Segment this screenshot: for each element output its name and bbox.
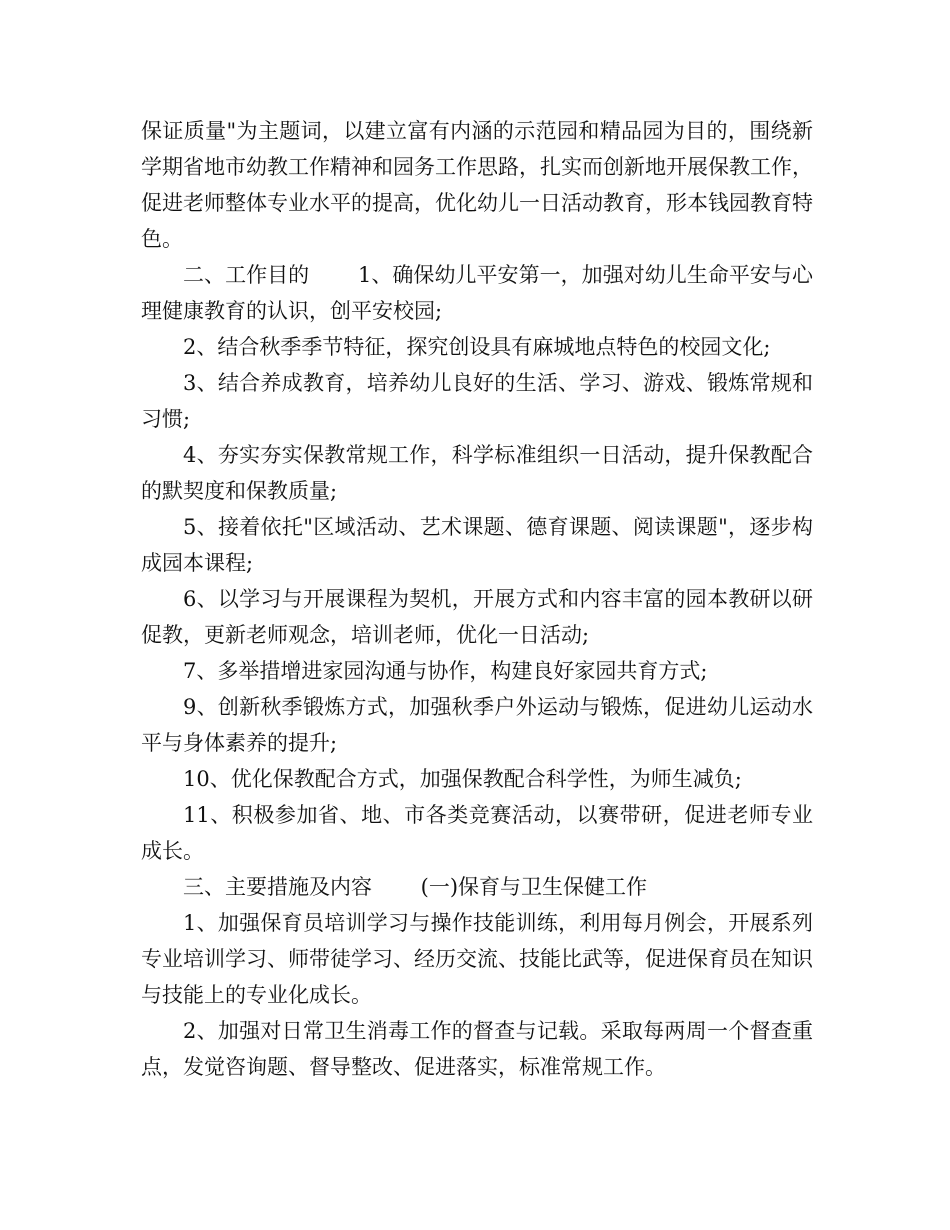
section-heading-measures: 三、主要措施及内容 (一)保育与卫生保健工作	[183, 875, 648, 899]
paragraph-5: 4、夯实夯实保教常规工作，科学标准组织一日活动，提升保教配合的默契度和保教质量;	[141, 443, 813, 503]
paragraph-10: 10、优化保教配合方式，加强保教配合科学性，为师生减负;	[183, 767, 742, 791]
paragraph-3: 2、结合秋季季节特征，探究创设具有麻城地点特色的校园文化;	[183, 335, 771, 359]
paragraph-9: 9、创新秋季锻炼方式，加强秋季户外运动与锻炼，促进幼儿运动水平与身体素养的提升;	[141, 695, 813, 755]
paragraph-1: 保证质量"为主题词，以建立富有内涵的示范园和精品园为目的，围绕新学期省地市幼教工作精神和园务工作思路，扎实而创新地开展保教工作，促进老师整体专业水平的提高，优化幼儿一日活动教育，形本钱园教育特色。	[141, 119, 813, 251]
document-body	[141, 113, 813, 1085]
paragraph-7: 6、以学习与开展课程为契机，开展方式和内容丰富的园本教研以研促教，更新老师观念，培训老师，优化一日活动;	[141, 587, 813, 647]
paragraph-2: 二、工作目的 1、确保幼儿平安第一，加强对幼儿生命平安与心理健康教育的认识，创平安校园;	[141, 263, 813, 323]
paragraph-8: 7、多举措增进家园沟通与协作，构建良好家园共育方式;	[183, 659, 708, 683]
paragraph-11: 11、积极参加省、地、市各类竞赛活动，以赛带研，促进老师专业成长。	[141, 803, 813, 863]
paragraph-6: 5、接着依托"区域活动、艺术课题、德育课题、阅读课题"，逐步构成园本课程;	[141, 515, 813, 575]
paragraph-13: 1、加强保育员培训学习与操作技能训练，利用每月例会，开展系列专业培训学习、师带徒学习、经历交流、技能比武等，促进保育员在知识与技能上的专业化成长。	[141, 911, 813, 1007]
paragraph-14: 2、加强对日常卫生消毒工作的督查与记载。采取每两周一个督查重点，发觉咨询题、督导整改、促进落实，标准常规工作。	[141, 1019, 813, 1079]
paragraph-4: 3、结合养成教育，培养幼儿良好的生活、学习、游戏、锻炼常规和习惯;	[141, 371, 813, 431]
